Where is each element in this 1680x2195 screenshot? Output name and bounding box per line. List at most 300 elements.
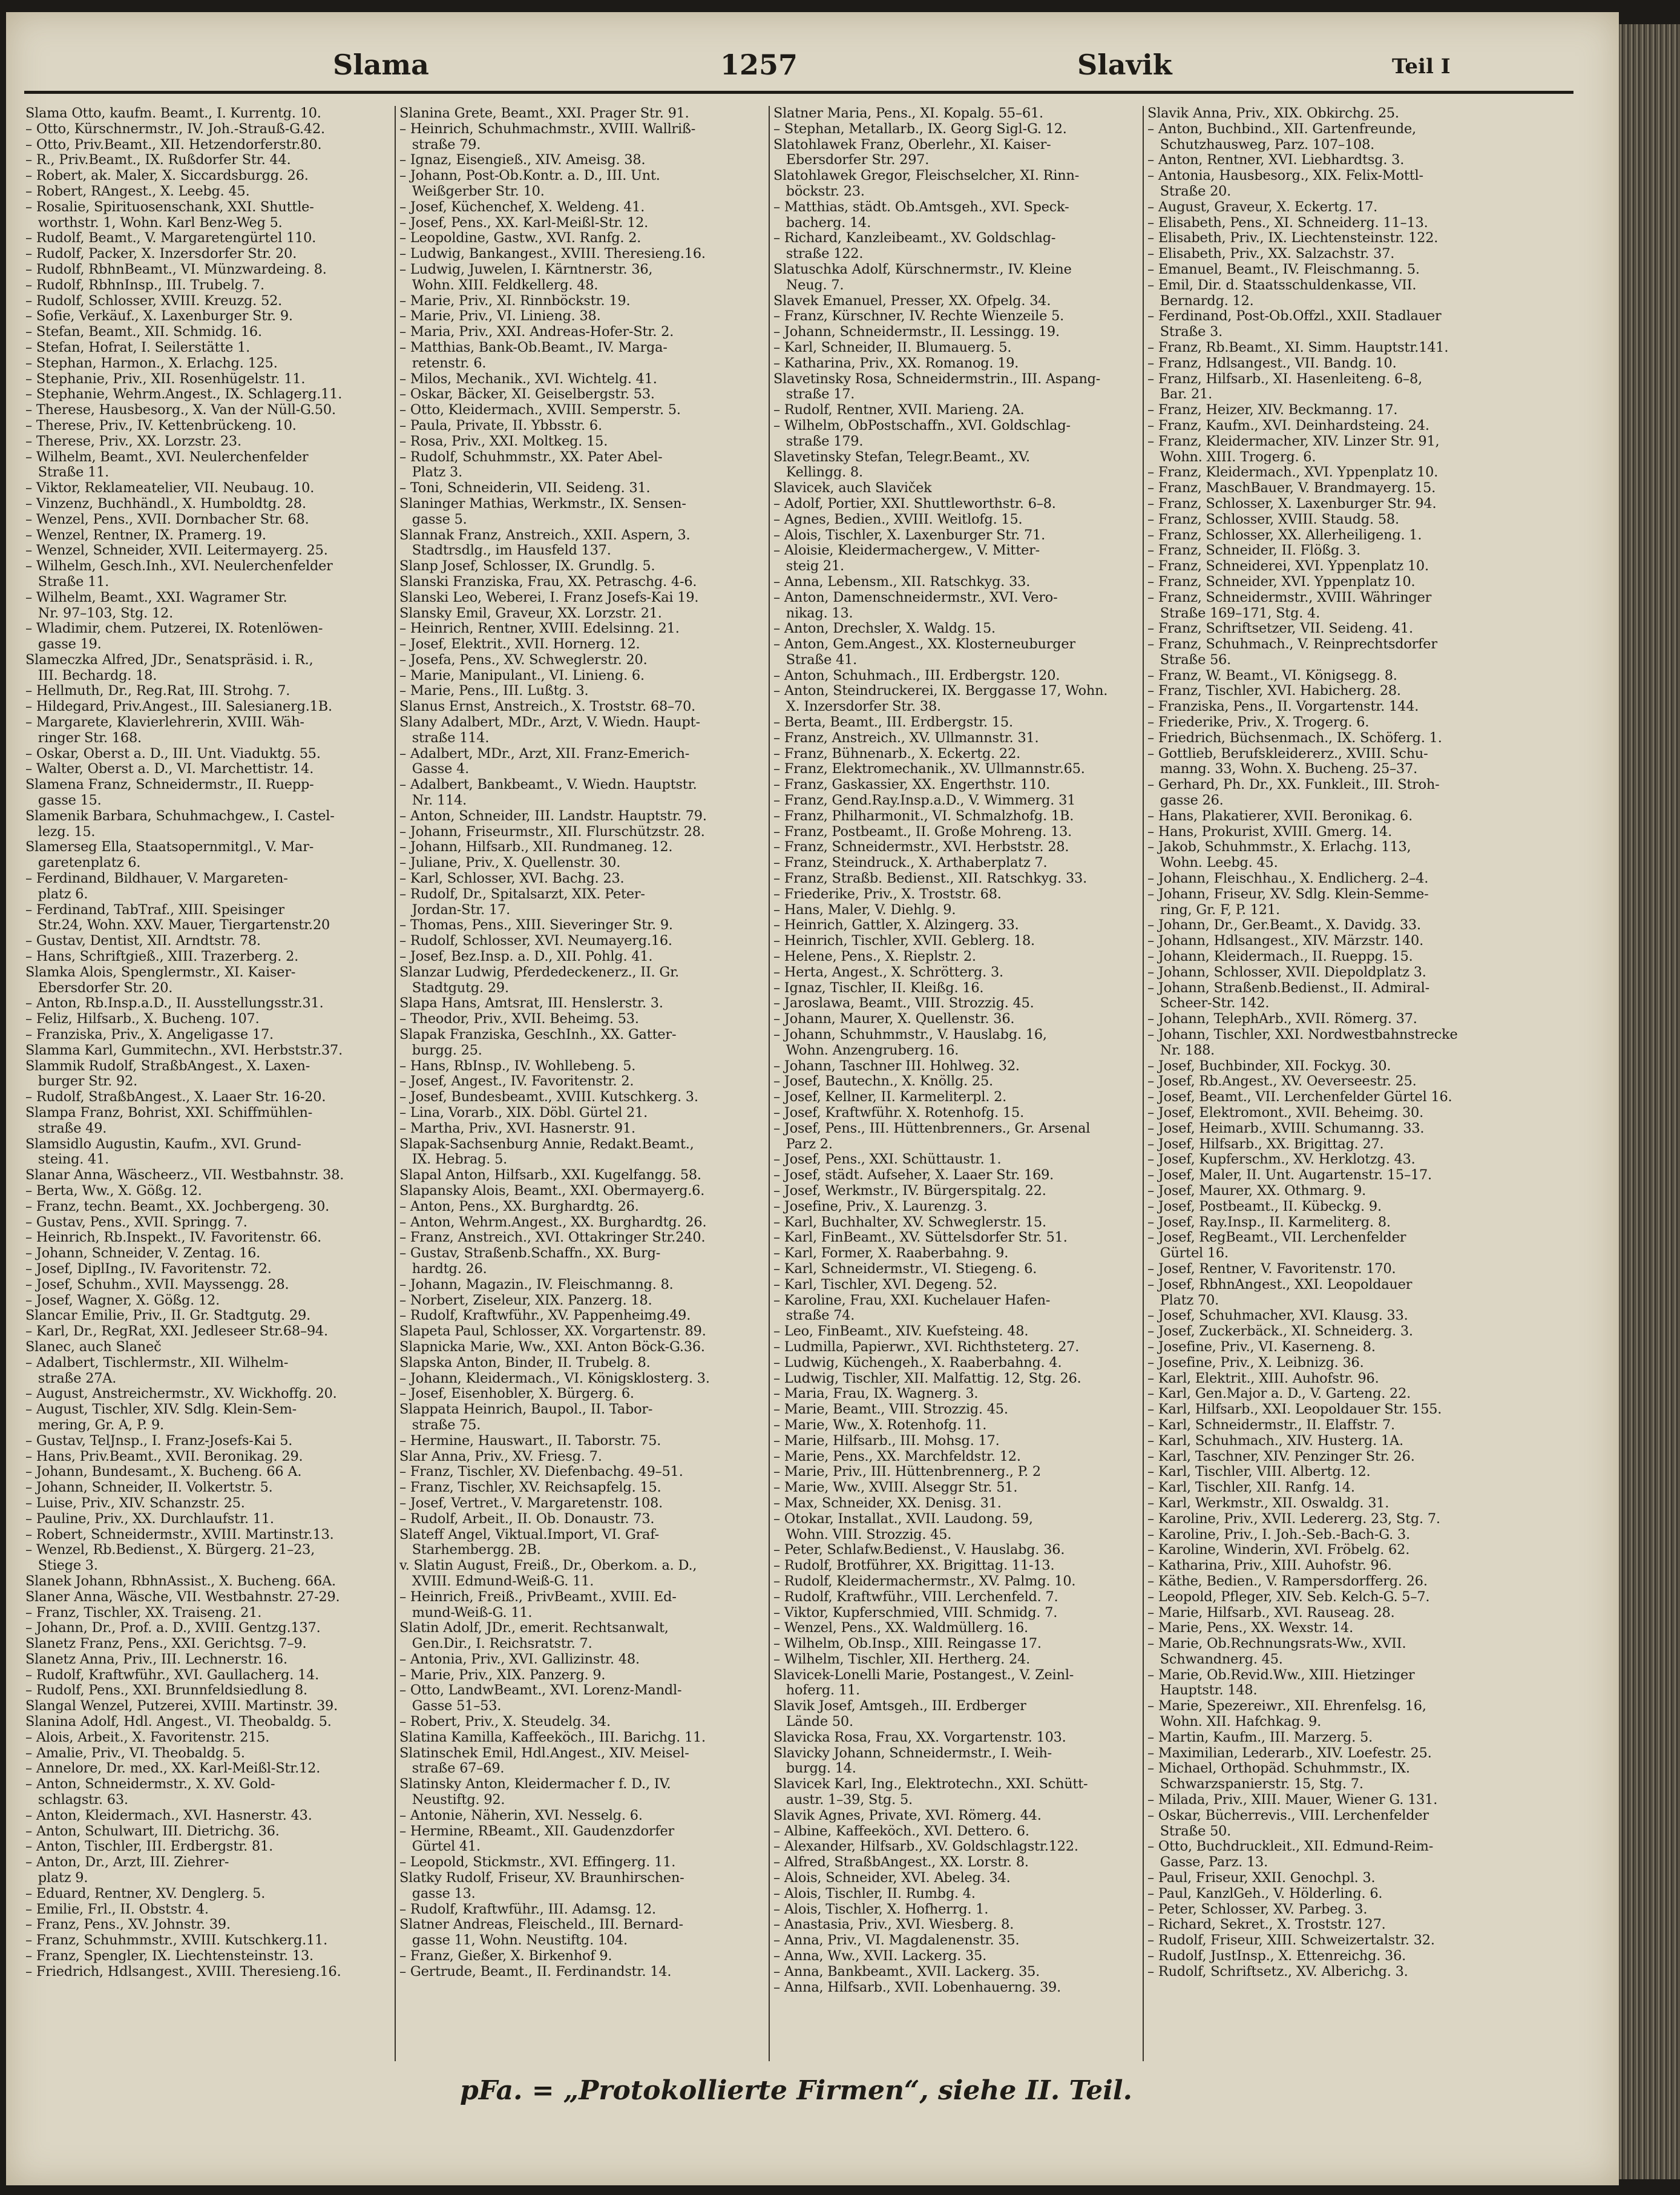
directory-entry: – Josef, RbhnAngest., XXI. Leopoldauer bbox=[1147, 1277, 1413, 1292]
directory-entry: Slavetinsky Rosa, Schneidermstrin., III. Aspang- bbox=[773, 371, 1101, 387]
directory-entry: Slamerseg Ella, Staatsopernmitgl., V. Mar- bbox=[25, 840, 314, 855]
directory-entry: Slavik Agnes, Private, XVI. Römerg. 44. bbox=[773, 1808, 1042, 1823]
directory-entry: – Franz, Schneiderei, XVI. Yppenplatz 10. bbox=[1147, 559, 1429, 574]
directory-entry: straße 114. bbox=[399, 730, 490, 746]
directory-entry: – Gustav, TelJnsp., I. Franz-Josefs-Kai 5. bbox=[25, 1433, 293, 1449]
directory-entry: – Franz, Straßb. Bedienst., XII. Ratschkyg. 33. bbox=[773, 871, 1088, 887]
directory-entry: – Marie, Pens., III. Lußtg. 3. bbox=[399, 683, 589, 699]
directory-entry: Slateff Angel, Viktual.Import, VI. Graf- bbox=[399, 1527, 659, 1542]
directory-entry: – Hans, Prokurist, XVIII. Gmerg. 14. bbox=[1147, 824, 1393, 840]
directory-entry: – Karl, Tischler, VIII. Albertg. 12. bbox=[1147, 1464, 1371, 1480]
directory-entry: – Anton, Steindruckerei, IX. Berggasse 17, Wohn. bbox=[773, 683, 1108, 699]
directory-entry: – Berta, Ww., X. Gößg. 12. bbox=[25, 1183, 202, 1199]
directory-entry: – August, Graveur, X. Eckertg. 17. bbox=[1147, 199, 1378, 215]
directory-entry: platz 6. bbox=[25, 886, 88, 902]
directory-entry: Ebersdorfer Str. 20. bbox=[25, 980, 173, 996]
directory-entry: Slatohlawek Gregor, Fleischselcher, XI. Rinn- bbox=[773, 168, 1080, 184]
directory-entry: – Franz, Hilfsarb., XI. Hasenleiteng. 6–8, bbox=[1147, 371, 1422, 387]
directory-entry: – Rudolf, Kraftwführ., XVI. Gaullacherg. 14. bbox=[25, 1667, 320, 1683]
directory-entry: steig 21. bbox=[773, 559, 844, 574]
directory-entry: – Franz, Schneidermstr., XVIII. Währinger bbox=[1147, 590, 1432, 605]
directory-entry: – Emil, Dir. d. Staatsschuldenkasse, VII. bbox=[1147, 277, 1417, 293]
directory-entry: – Anton, Schulwart, III. Dietrichg. 36. bbox=[25, 1823, 280, 1839]
directory-entry: X. Inzersdorfer Str. 38. bbox=[773, 699, 941, 715]
directory-entry: – Anton, Schuhmach., III. Erdbergstr. 120. bbox=[773, 668, 1060, 683]
directory-entry: Str.24, Wohn. XXV. Mauer, Tiergartenstr.20 bbox=[25, 918, 330, 933]
directory-entry: – Aloisie, Kleidermachergew., V. Mitter- bbox=[773, 543, 1040, 559]
directory-entry: – Annelore, Dr. med., XX. Karl-Meißl-Str.12. bbox=[25, 1761, 321, 1777]
directory-entry: – Richard, Sekret., X. Troststr. 127. bbox=[1147, 1917, 1386, 1933]
directory-entry: Slameczka Alfred, JDr., Senatspräsid. i. R., bbox=[25, 652, 313, 668]
directory-entry: – Franz, Tischler, XV. Reichsapfelg. 15. bbox=[399, 1480, 661, 1496]
directory-entry: – Josef, Küchenchef, X. Weldeng. 41. bbox=[399, 199, 645, 215]
directory-entry: – Martin, Kaufm., III. Marzerg. 5. bbox=[1147, 1729, 1373, 1745]
directory-entry: – Josef, RegBeamt., VII. Lerchenfelder bbox=[1147, 1230, 1406, 1246]
directory-entry: – Ludwig, Bankangest., XVIII. Theresieng.16. bbox=[399, 246, 706, 262]
directory-entry: Slanus Ernst, Anstreich., X. Troststr. 68–70. bbox=[399, 699, 696, 715]
directory-entry: – Karl, Taschner, XIV. Penzinger Str. 26. bbox=[1147, 1449, 1415, 1464]
directory-entry: – Hildegard, Priv.Angest., III. Salesianerg.1B. bbox=[25, 699, 332, 715]
directory-entry: – Hans, RbInsp., IV. Wohllebeng. 5. bbox=[399, 1058, 636, 1074]
directory-entry: – Franz, W. Beamt., VI. Königsegg. 8. bbox=[1147, 668, 1397, 683]
directory-entry: – Karoline, Priv., I. Joh.-Seb.-Bach-G. 3. bbox=[1147, 1527, 1410, 1542]
directory-entry: – Juliane, Priv., X. Quellenstr. 30. bbox=[399, 855, 621, 871]
directory-entry: gasse 26. bbox=[1147, 793, 1224, 809]
directory-entry: Slatinsky Anton, Kleidermacher f. D., IV. bbox=[399, 1777, 671, 1792]
directory-entry: – Franz, Spengler, IX. Liechtensteinstr. 13. bbox=[25, 1949, 313, 1964]
directory-entry: – Robert, Schneidermstr., XVIII. Martinstr.13. bbox=[25, 1527, 334, 1542]
directory-entry: Lände 50. bbox=[773, 1714, 853, 1730]
directory-entry: – Maximilian, Lederarb., XIV. Loefestr. 25. bbox=[1147, 1745, 1432, 1761]
directory-entry: – Josef, Bundesbeamt., XVIII. Kutschkerg. 3. bbox=[399, 1090, 698, 1105]
directory-entry: Slanina Adolf, Hdl. Angest., VI. Theobaldg. 5. bbox=[25, 1714, 332, 1730]
directory-column-4 bbox=[1147, 106, 1571, 2067]
directory-entry: – Helene, Pens., X. Rieplstr. 2. bbox=[773, 949, 976, 965]
directory-entry: – Alois, Tischler, II. Rumbg. 4. bbox=[773, 1886, 976, 1901]
directory-entry: Slatuschka Adolf, Kürschnermstr., IV. Kleine bbox=[773, 262, 1072, 277]
directory-entry: Kellingg. 8. bbox=[773, 465, 863, 481]
directory-entry: – Otokar, Installat., XVII. Laudong. 59, bbox=[773, 1511, 1033, 1527]
directory-entry: straße 79. bbox=[399, 137, 481, 153]
directory-entry: – Anton, Wehrm.Angest., XX. Burghardtg. 26. bbox=[399, 1214, 707, 1230]
directory-entry: – Josef, Vertret., V. Margaretenstr. 108. bbox=[399, 1495, 663, 1511]
directory-entry: Slanina Grete, Beamt., XXI. Prager Str. 91. bbox=[399, 106, 689, 121]
directory-entry: Gasse, Parz. 13. bbox=[1147, 1855, 1268, 1871]
directory-entry: – Stefan, Beamt., XII. Schmidg. 16. bbox=[25, 324, 262, 340]
directory-entry: – Franz, Kaufm., XVI. Deinhardsteing. 24. bbox=[1147, 418, 1429, 433]
directory-entry: – Katharina, Priv., XX. Romanog. 19. bbox=[773, 355, 1019, 371]
directory-entry: Ebersdorfer Str. 297. bbox=[773, 153, 930, 168]
directory-entry: – Johann, Dr., Prof. a. D., XVIII. Gentzg.137. bbox=[25, 1621, 321, 1636]
directory-entry: Wohn. Anzengruberg. 16. bbox=[773, 1042, 959, 1058]
directory-entry: – Franz, Tischler, XV. Diefenbachg. 49–51. bbox=[399, 1464, 683, 1480]
directory-entry: – Johann, Kleidermach., II. Rueppg. 15. bbox=[1147, 949, 1413, 965]
directory-entry: – Leopold, Stickmstr., XVI. Effingerg. 11. bbox=[399, 1855, 676, 1871]
directory-entry: – Otto, LandwBeamt., XVI. Lorenz-Mandl- bbox=[399, 1683, 682, 1699]
directory-entry: – Heinrich, Rentner, XVIII. Edelsinng. 21. bbox=[399, 621, 680, 637]
directory-entry: – Franz, Schuhmach., V. Reinprechtsdorfer bbox=[1147, 637, 1437, 653]
directory-entry: – Josef, Elektrit., XVII. Hornerg. 12. bbox=[399, 637, 640, 653]
directory-entry: – Josef, Wagner, X. Gößg. 12. bbox=[25, 1292, 220, 1308]
directory-entry: – Johann, Magazin., IV. Fleischmanng. 8. bbox=[399, 1277, 674, 1292]
directory-entry: Slapansky Alois, Beamt., XXI. Obermayerg.6. bbox=[399, 1183, 705, 1199]
directory-entry: – Robert, ak. Maler, X. Siccardsburgg. 26. bbox=[25, 168, 309, 184]
directory-entry: – Franz, Pens., XV. Johnstr. 39. bbox=[25, 1917, 231, 1933]
directory-entry: – Ignaz, Eisengieß., XIV. Ameisg. 38. bbox=[399, 153, 646, 168]
directory-entry: – Anna, Bankbeamt., XVII. Lackerg. 35. bbox=[773, 1964, 1040, 1979]
directory-entry: Slanar Anna, Wäscheerz., VII. Westbahnstr. 38. bbox=[25, 1168, 344, 1183]
directory-entry: Slama Otto, kaufm. Beamt., I. Kurrentg. 10. bbox=[25, 106, 321, 121]
column-divider bbox=[769, 106, 770, 2061]
directory-entry: Slamsidlo Augustin, Kaufm., XVI. Grund- bbox=[25, 1136, 301, 1152]
directory-entry: Slansky Emil, Graveur, XX. Lorzstr. 21. bbox=[399, 605, 662, 621]
directory-entry: Slavicek-Lonelli Marie, Postangest., V. Zeinl- bbox=[773, 1667, 1074, 1683]
directory-entry: Slatner Maria, Pens., XI. Kopalg. 55–61. bbox=[773, 106, 1043, 121]
directory-entry: – Anton, Dr., Arzt, III. Ziehrer- bbox=[25, 1855, 229, 1871]
directory-entry: – Franz, MaschBauer, V. Brandmayerg. 15. bbox=[1147, 481, 1436, 496]
directory-entry: Nr. 97–103, Stg. 12. bbox=[25, 605, 173, 621]
directory-entry: mund-Weiß-G. 11. bbox=[399, 1605, 533, 1621]
header-rule bbox=[24, 91, 1573, 94]
directory-entry: Bernardg. 12. bbox=[1147, 293, 1254, 309]
directory-entry: Slavik Josef, Amtsgeh., III. Erdberger bbox=[773, 1699, 1026, 1714]
directory-entry: – Anna, Priv., VI. Magdalenenstr. 35. bbox=[773, 1933, 1020, 1949]
directory-entry: – Viktor, Reklameatelier, VII. Neubaug. 10. bbox=[25, 481, 315, 496]
directory-entry: Stiege 3. bbox=[25, 1558, 98, 1574]
directory-entry: – Franz, Schlosser, X. Laxenburger Str. 94. bbox=[1147, 496, 1437, 512]
directory-entry: – Lina, Vorarb., XIX. Döbl. Gürtel 21. bbox=[399, 1105, 648, 1121]
directory-entry: – Feliz, Hilfsarb., X. Bucheng. 107. bbox=[25, 1012, 260, 1027]
directory-entry: Slamka Alois, Spenglermstr., XI. Kaiser- bbox=[25, 964, 296, 980]
directory-entry: – Johann, Friseur, XV. Sdlg. Klein-Semme- bbox=[1147, 886, 1429, 902]
directory-entry: – Franz, Rb.Beamt., XI. Simm. Hauptstr.141. bbox=[1147, 340, 1449, 355]
directory-entry: – Peter, Schlafw.Bedienst., V. Hauslabg. 36. bbox=[773, 1542, 1065, 1558]
directory-entry: – Rudolf, Pens., XXI. Brunnfeldsiedlung 8. bbox=[25, 1683, 307, 1699]
directory-entry: – Marie, Priv., XIX. Panzerg. 9. bbox=[399, 1667, 606, 1683]
directory-entry: – Alois, Arbeit., X. Favoritenstr. 215. bbox=[25, 1729, 270, 1745]
directory-entry: – Jaroslawa, Beamt., VIII. Strozzig. 45. bbox=[773, 996, 1034, 1012]
directory-entry: Nr. 114. bbox=[399, 793, 467, 809]
directory-entry: – Antonie, Näherin, XVI. Nesselg. 6. bbox=[399, 1808, 643, 1823]
directory-entry: – Alois, Tischler, X. Hofherrg. 1. bbox=[773, 1901, 989, 1917]
directory-entry: – Karl, Elektrit., XIII. Auhofstr. 96. bbox=[1147, 1371, 1379, 1386]
directory-entry: – Anna, Lebensm., XII. Ratschkyg. 33. bbox=[773, 574, 1031, 590]
directory-entry: – Franz, Anstreich., XVI. Ottakringer Str.240. bbox=[399, 1230, 706, 1246]
part-label: Teil I bbox=[1392, 54, 1451, 79]
directory-entry: – Karl, Tischler, XII. Ranfg. 14. bbox=[1147, 1480, 1355, 1496]
directory-entry: mering, Gr. A, P. 9. bbox=[25, 1417, 164, 1433]
directory-entry: – Franz, Tischler, XX. Traiseng. 21. bbox=[25, 1605, 262, 1621]
directory-entry: – Karl, Schneider, II. Blumauerg. 5. bbox=[773, 340, 1012, 355]
directory-entry: – Johann, Schneider, V. Zentag. 16. bbox=[25, 1246, 261, 1262]
directory-entry: – Elisabeth, Priv., XX. Salzachstr. 37. bbox=[1147, 246, 1395, 262]
directory-entry: – Max, Schneider, XX. Denisg. 31. bbox=[773, 1495, 1002, 1511]
directory-entry: – Marie, Ob.Rechnungsrats-Ww., XVII. bbox=[1147, 1636, 1406, 1652]
directory-entry: – Josef, Kraftwführ. X. Rotenhofg. 15. bbox=[773, 1105, 1025, 1121]
directory-entry: – Toni, Schneiderin, VII. Seideng. 31. bbox=[399, 481, 651, 496]
directory-entry: – Wenzel, Pens., XVII. Dornbacher Str. 68. bbox=[25, 512, 309, 527]
directory-entry: Slany Adalbert, MDr., Arzt, V. Wiedn. Haupt- bbox=[399, 715, 700, 731]
directory-entry: Slanec, auch Slaneč bbox=[25, 1339, 162, 1355]
directory-entry: – Ignaz, Tischler, II. Kleißg. 16. bbox=[773, 980, 984, 996]
directory-entry: – Hellmuth, Dr., Reg.Rat, III. Strohg. 7. bbox=[25, 683, 290, 699]
directory-entry: – Oskar, Bücherrevis., VIII. Lerchenfelder bbox=[1147, 1808, 1429, 1823]
directory-entry: Slapeta Paul, Schlosser, XX. Vorgartenstr. 89. bbox=[399, 1324, 706, 1340]
directory-entry: Slaninger Mathias, Werkmstr., IX. Sensen- bbox=[399, 496, 686, 512]
directory-entry: – Karoline, Winderin, XVI. Fröbelg. 62. bbox=[1147, 1542, 1410, 1558]
directory-entry: – Rudolf, Schlosser, XVIII. Kreuzg. 52. bbox=[25, 293, 283, 309]
directory-entry: – Anna, Hilfsarb., XVII. Lobenhauerng. 39. bbox=[773, 1979, 1061, 1995]
header-left-name: Slama bbox=[333, 48, 429, 81]
directory-entry: – Anton, Gem.Angest., XX. Klosterneuburger bbox=[773, 637, 1075, 653]
directory-entry: – Marie, Manipulant., VI. Linieng. 6. bbox=[399, 668, 645, 683]
directory-entry: – Marie, Beamt., VIII. Strozzig. 45. bbox=[773, 1402, 1008, 1418]
directory-entry: Platz 70. bbox=[1147, 1292, 1219, 1308]
directory-entry: – Ludwig, Tischler, XII. Malfattig. 12, Stg. 26. bbox=[773, 1371, 1081, 1386]
directory-entry: – Gustav, Pens., XVII. Springg. 7. bbox=[25, 1214, 248, 1230]
directory-entry: – Marie, Hilfsarb., XVI. Rauseag. 28. bbox=[1147, 1605, 1395, 1621]
directory-entry: Slatin Adolf, JDr., emerit. Rechtsanwalt, bbox=[399, 1621, 669, 1636]
directory-entry: – Wilhelm, Ob.Insp., XIII. Reingasse 17. bbox=[773, 1636, 1042, 1652]
directory-entry: – Johann, Schuhmmstr., V. Hauslabg. 16, bbox=[773, 1027, 1047, 1043]
directory-entry: – Josef, Bez.Insp. a. D., XII. Pohlg. 41. bbox=[399, 949, 653, 965]
directory-entry: Slanetz Franz, Pens., XXI. Gerichtsg. 7–9. bbox=[25, 1636, 307, 1652]
directory-entry: – Alexander, Hilfsarb., XV. Goldschlagstr.122. bbox=[773, 1839, 1078, 1855]
directory-entry: – Rudolf, Kraftwführ., III. Adamsg. 12. bbox=[399, 1901, 656, 1917]
directory-entry: – Sofie, Verkäuf., X. Laxenburger Str. 9. bbox=[25, 309, 293, 324]
directory-entry: – Hans, Maler, V. Diehlg. 9. bbox=[773, 902, 956, 918]
directory-entry: – Margarete, Klavierlehrerin, XVIII. Wäh- bbox=[25, 715, 304, 731]
directory-entry: böckstr. 23. bbox=[773, 183, 865, 199]
directory-entry: – Josef, Elektromont., XVII. Beheimg. 30. bbox=[1147, 1105, 1424, 1121]
directory-entry: burgg. 25. bbox=[399, 1042, 482, 1058]
directory-entry: – Josef, Ray.Insp., II. Karmeliterg. 8. bbox=[1147, 1214, 1391, 1230]
directory-entry: – Josef, Werkmstr., IV. Bürgerspitalg. 22. bbox=[773, 1183, 1046, 1199]
directory-entry: Parz 2. bbox=[773, 1136, 833, 1152]
directory-entry: – Rudolf, Dr., Spitalsarzt, XIX. Peter- bbox=[399, 886, 645, 902]
directory-entry: – Franz, Kürschner, IV. Rechte Wienzeile 5. bbox=[773, 309, 1065, 324]
directory-entry: – Johann, Straßenb.Bedienst., II. Admiral- bbox=[1147, 980, 1429, 996]
directory-entry: – Josef, Buchbinder, XII. Fockyg. 30. bbox=[1147, 1058, 1391, 1074]
directory-entry: – Friedrich, Büchsenmach., IX. Schöferg. 1. bbox=[1147, 730, 1442, 746]
directory-entry: – Pauline, Priv., XX. Durchlaufstr. 11. bbox=[25, 1511, 274, 1527]
directory-entry: – Franz, Tischler, XVI. Habicherg. 28. bbox=[1147, 683, 1401, 699]
directory-entry: – Franziska, Priv., X. Angeligasse 17. bbox=[25, 1027, 274, 1043]
directory-entry: – Johann, Schneidermstr., II. Lessingg. 19. bbox=[773, 324, 1060, 340]
directory-entry: Slampa Franz, Bohrist, XXI. Schiffmühlen- bbox=[25, 1105, 313, 1121]
directory-entry: – Franz, Steindruck., X. Arthaberplatz 7. bbox=[773, 855, 1048, 871]
directory-entry: – Robert, RAngest., X. Leebg. 45. bbox=[25, 183, 250, 199]
directory-entry: – Josef, Hilfsarb., XX. Brigittag. 27. bbox=[1147, 1136, 1384, 1152]
directory-entry: – Franz, Elektromechanik., XV. Ullmannstr.65. bbox=[773, 762, 1085, 777]
directory-entry: – Herta, Angest., X. Schrötterg. 3. bbox=[773, 964, 1003, 980]
directory-entry: Slatner Andreas, Fleischeld., III. Bernard- bbox=[399, 1917, 683, 1933]
directory-entry: – Wilhelm, Tischler, XII. Hertherg. 24. bbox=[773, 1651, 1031, 1667]
directory-entry: Slapal Anton, Hilfsarb., XXI. Kugelfangg. 58. bbox=[399, 1168, 701, 1183]
directory-entry: – Anton, Damenschneidermstr., XVI. Vero- bbox=[773, 590, 1058, 605]
directory-entry: – Gertrude, Beamt., II. Ferdinandstr. 14. bbox=[399, 1964, 672, 1979]
directory-entry: – Albine, Kaffeeköch., XVI. Dettero. 6. bbox=[773, 1823, 1029, 1839]
directory-entry: – Rudolf, Beamt., V. Margaretengürtel 110. bbox=[25, 231, 317, 246]
directory-entry: Slamenik Barbara, Schuhmachgew., I. Castel- bbox=[25, 808, 335, 824]
directory-entry: – Josef, städt. Aufseher, X. Laaer Str. 169. bbox=[773, 1168, 1054, 1183]
directory-entry: – Franz, Philharmonit., VI. Schmalzhofg. 1B. bbox=[773, 808, 1074, 824]
directory-entry: – Johann, Maurer, X. Quellenstr. 36. bbox=[773, 1012, 1015, 1027]
directory-entry: Slar Anna, Priv., XV. Friesg. 7. bbox=[399, 1449, 602, 1464]
directory-entry: – Josef, Schuhmacher, XVI. Klausg. 33. bbox=[1147, 1308, 1408, 1324]
directory-entry: – Adalbert, Tischlermstr., XII. Wilhelm- bbox=[25, 1355, 289, 1371]
directory-entry: – Alois, Schneider, XVI. Abeleg. 34. bbox=[773, 1871, 1011, 1886]
directory-entry: – Antonia, Hausbesorg., XIX. Felix-Mottl- bbox=[1147, 168, 1423, 184]
directory-entry: – Josef, Eisenhobler, X. Bürgerg. 6. bbox=[399, 1386, 634, 1402]
directory-entry: Slanzar Ludwig, Pferdedeckenerz., II. Gr. bbox=[399, 964, 680, 980]
directory-entry: – Anton, Buchbind., XII. Gartenfreunde, bbox=[1147, 121, 1416, 137]
directory-entry: platz 9. bbox=[25, 1871, 88, 1886]
directory-entry: Neug. 7. bbox=[773, 277, 844, 293]
directory-entry: schlagstr. 63. bbox=[25, 1792, 128, 1808]
directory-entry: – Walter, Oberst a. D., VI. Marchettistr. 14. bbox=[25, 762, 314, 777]
directory-entry: – Franz, Schlosser, XX. Allerheiligeng. 1. bbox=[1147, 527, 1422, 543]
directory-entry: – Ludmilla, Papierwr., XVI. Richthsteterg. 27. bbox=[773, 1339, 1080, 1355]
directory-entry: Straße 56. bbox=[1147, 652, 1232, 668]
directory-entry: Gasse 51–53. bbox=[399, 1699, 502, 1714]
directory-entry: – Heinrich, Tischler, XVII. Geblerg. 18. bbox=[773, 933, 1035, 949]
directory-entry: Slapa Hans, Amtsrat, III. Henslerstr. 3. bbox=[399, 996, 663, 1012]
directory-entry: Schwandnerg. 45. bbox=[1147, 1651, 1283, 1667]
directory-entry: Straße 3. bbox=[1147, 324, 1223, 340]
directory-entry: – Rosalie, Spirituosenschank, XXI. Shuttle- bbox=[25, 199, 314, 215]
directory-entry: – Gottlieb, Berufskleidererz., XVIII. Schu- bbox=[1147, 746, 1428, 762]
directory-entry: – Anton, Schneidermstr., X. XV. Gold- bbox=[25, 1777, 275, 1792]
page-header bbox=[18, 48, 1567, 97]
directory-entry: – Elisabeth, Priv., IX. Liechtensteinstr. 122. bbox=[1147, 231, 1439, 246]
directory-entry: straße 17. bbox=[773, 387, 855, 403]
directory-entry: – Robert, Priv., X. Steudelg. 34. bbox=[399, 1714, 611, 1730]
directory-entry: – Friederike, Priv., X. Trogerg. 6. bbox=[1147, 715, 1370, 731]
directory-entry: – Karl, Former, X. Raaberbahng. 9. bbox=[773, 1246, 1009, 1262]
directory-entry: – Norbert, Ziseleur, XIX. Panzerg. 18. bbox=[399, 1292, 652, 1308]
directory-entry: – Otto, Buchdruckleit., XII. Edmund-Reim- bbox=[1147, 1839, 1434, 1855]
directory-entry: – Wilhelm, Beamt., XXI. Wagramer Str. bbox=[25, 590, 287, 605]
directory-entry: – Johann, Tischler, XXI. Nordwestbahnstrecke bbox=[1147, 1027, 1458, 1043]
directory-entry: Slammik Rudolf, StraßbAngest., X. Laxen- bbox=[25, 1058, 310, 1074]
directory-entry: – Anton, Schneider, III. Landstr. Hauptstr. 79. bbox=[399, 808, 707, 824]
directory-entry: Slapnicka Marie, Ww., XXI. Anton Böck-G.36. bbox=[399, 1339, 705, 1355]
directory-entry: – Wenzel, Schneider, XVII. Leitermayerg. 25. bbox=[25, 543, 328, 559]
directory-entry: – Paul, KanzlGeh., V. Hölderling. 6. bbox=[1147, 1886, 1383, 1901]
directory-entry: ring, Gr. F, P. 121. bbox=[1147, 902, 1280, 918]
directory-entry: – Anton, Rb.Insp.a.D., II. Ausstellungsstr.31. bbox=[25, 996, 324, 1012]
directory-entry: straße 179. bbox=[773, 433, 864, 449]
directory-entry: Wohn. XIII. Feldkellerg. 48. bbox=[399, 277, 599, 293]
directory-entry: – Leopold, Pfleger, XIV. Seb. Kelch-G. 5–7. bbox=[1147, 1589, 1430, 1605]
directory-entry: – Franz, Schriftsetzer, VII. Seideng. 41. bbox=[1147, 621, 1413, 637]
directory-entry: – Franz, Schneider, XVI. Yppenplatz 10. bbox=[1147, 574, 1416, 590]
directory-entry: – Josef, Maler, II. Unt. Augartenstr. 15–17. bbox=[1147, 1168, 1432, 1183]
directory-entry: – Josef, Rentner, V. Favoritenstr. 170. bbox=[1147, 1261, 1396, 1277]
directory-entry: – Johann, Hilfsarb., XII. Rundmaneg. 12. bbox=[399, 840, 673, 855]
directory-entry: Scheer-Str. 142. bbox=[1147, 996, 1270, 1012]
directory-entry: – Rosa, Priv., XXI. Moltkeg. 15. bbox=[399, 433, 608, 449]
directory-entry: – Matthias, städt. Ob.Amtsgeh., XVI. Speck- bbox=[773, 199, 1069, 215]
directory-entry: – Marie, Ob.Revid.Ww., XIII. Hietzinger bbox=[1147, 1667, 1415, 1683]
directory-entry: – Josef, Pens., III. Hüttenbrenners., Gr. Arsenal bbox=[773, 1121, 1091, 1136]
directory-entry: Straße 50. bbox=[1147, 1823, 1232, 1839]
directory-entry: Gasse 4. bbox=[399, 762, 470, 777]
directory-entry: – Stephan, Harmon., X. Erlachg. 125. bbox=[25, 355, 278, 371]
directory-entry: steing. 41. bbox=[25, 1152, 110, 1168]
directory-entry: straße 122. bbox=[773, 246, 864, 262]
directory-entry: – Rudolf, Kraftwführ., XV. Pappenheimg.49. bbox=[399, 1308, 691, 1324]
directory-entry: – Hans, Priv.Beamt., XVII. Beronikag. 29. bbox=[25, 1449, 303, 1464]
directory-entry: – Anna, Ww., XVII. Lackerg. 35. bbox=[773, 1949, 987, 1964]
directory-entry: – Josef, Angest., IV. Favoritenstr. 2. bbox=[399, 1074, 634, 1090]
directory-entry: – Josefine, Priv., X. Laurenzg. 3. bbox=[773, 1199, 988, 1214]
directory-entry: – Wladimir, chem. Putzerei, IX. Rotenlöwen- bbox=[25, 621, 323, 637]
directory-entry: – Karl, Tischler, XVI. Degeng. 52. bbox=[773, 1277, 997, 1292]
directory-entry: Schwarzspanierstr. 15, Stg. 7. bbox=[1147, 1777, 1363, 1792]
directory-entry: – Josefine, Priv., VI. Kaserneng. 8. bbox=[1147, 1339, 1376, 1355]
directory-entry: – Luise, Priv., XIV. Schanzstr. 25. bbox=[25, 1495, 245, 1511]
directory-entry: – Agnes, Bedien., XVIII. Weitlofg. 15. bbox=[773, 512, 1023, 527]
directory-entry: – Maria, Frau, IX. Wagnerg. 3. bbox=[773, 1386, 979, 1402]
directory-entry: – Franz, Schneidermstr., XVI. Herbststr. 28. bbox=[773, 840, 1069, 855]
directory-entry: – Ferdinand, TabTraf., XIII. Speisinger bbox=[25, 902, 284, 918]
directory-entry: – Therese, Hausbesorg., X. Van der Nüll-G.50. bbox=[25, 403, 336, 418]
column-divider bbox=[1143, 106, 1144, 2061]
directory-entry: burgg. 14. bbox=[773, 1761, 856, 1777]
directory-entry: – Franz, Kleidermacher, XIV. Linzer Str. 91, bbox=[1147, 433, 1440, 449]
directory-entry: – Johann, Dr., Ger.Beamt., X. Davidg. 33. bbox=[1147, 918, 1421, 933]
directory-entry: – Marie, Pens., XX. Marchfeldstr. 12. bbox=[773, 1449, 1021, 1464]
directory-entry: Hauptstr. 148. bbox=[1147, 1683, 1258, 1699]
directory-entry: Slavicky Johann, Schneidermstr., I. Weih- bbox=[773, 1745, 1052, 1761]
directory-entry: – Rudolf, Kraftwführ., VIII. Lerchenfeld. 7. bbox=[773, 1589, 1058, 1605]
directory-entry: – Marie, Priv., III. Hüttenbrennerg., P. 2 bbox=[773, 1464, 1041, 1480]
directory-entry: nikag. 13. bbox=[773, 605, 853, 621]
directory-entry: gasse 15. bbox=[25, 793, 102, 809]
directory-entry: – Josefine, Priv., X. Leibnizg. 36. bbox=[1147, 1355, 1364, 1371]
directory-entry: garetenplatz 6. bbox=[25, 855, 141, 871]
directory-entry: – Hermine, Hauswart., II. Taborstr. 75. bbox=[399, 1433, 661, 1449]
directory-entry: – Franz, Schneider, II. Flößg. 3. bbox=[1147, 543, 1360, 559]
directory-entry: – Ferdinand, Post-Ob.Offzl., XXII. Stadlauer bbox=[1147, 309, 1442, 324]
directory-entry: Wohn. VIII. Strozzig. 45. bbox=[773, 1527, 952, 1542]
directory-entry: – Vinzenz, Buchhändl., X. Humboldtg. 28. bbox=[25, 496, 306, 512]
directory-entry: – Karl, Schneidermstr., VI. Stiegeng. 6. bbox=[773, 1261, 1037, 1277]
directory-entry: – Karl, Hilfsarb., XXI. Leopoldauer Str. 155. bbox=[1147, 1402, 1442, 1418]
directory-entry: – Eduard, Rentner, XV. Denglerg. 5. bbox=[25, 1886, 266, 1901]
directory-entry: – Rudolf, Arbeit., II. Ob. Donaustr. 73. bbox=[399, 1511, 655, 1527]
directory-entry: Wohn. XIII. Trogerg. 6. bbox=[1147, 449, 1316, 465]
directory-entry: Neustiftg. 92. bbox=[399, 1792, 505, 1808]
directory-entry: – Karl, Schneidermstr., II. Elaffstr. 7. bbox=[1147, 1417, 1395, 1433]
directory-entry: – Jakob, Schuhmmstr., X. Erlachg. 113, bbox=[1147, 840, 1411, 855]
directory-entry: – Oskar, Oberst a. D., III. Unt. Viaduktg. 55. bbox=[25, 746, 321, 762]
directory-entry: ringer Str. 168. bbox=[25, 730, 142, 746]
directory-entry: Slancar Emilie, Priv., II. Gr. Stadtgutg. 29. bbox=[25, 1308, 311, 1324]
directory-entry: – Marie, Ww., XVIII. Alseggr Str. 51. bbox=[773, 1480, 1018, 1496]
directory-entry: austr. 1–39, Stg. 5. bbox=[773, 1792, 913, 1808]
directory-entry: – Josef, Beamt., VII. Lerchenfelder Gürtel 16. bbox=[1147, 1090, 1452, 1105]
directory-entry: – Emanuel, Beamt., IV. Fleischmanng. 5. bbox=[1147, 262, 1420, 277]
directory-entry: manng. 33, Wohn. X. Bucheng. 25–37. bbox=[1147, 762, 1418, 777]
directory-entry: Slapak Franziska, GeschInh., XX. Gatter- bbox=[399, 1027, 677, 1043]
directory-entry: – Friedrich, Hdlsangest., XVIII. Theresieng.16. bbox=[25, 1964, 341, 1979]
directory-entry: – Josef, Kellner, II. Karmeliterpl. 2. bbox=[773, 1090, 1007, 1105]
directory-entry: Slatky Rudolf, Friseur, XV. Braunhirschen- bbox=[399, 1871, 684, 1886]
directory-entry: – Käthe, Bedien., V. Rampersdorfferg. 26. bbox=[1147, 1573, 1428, 1589]
